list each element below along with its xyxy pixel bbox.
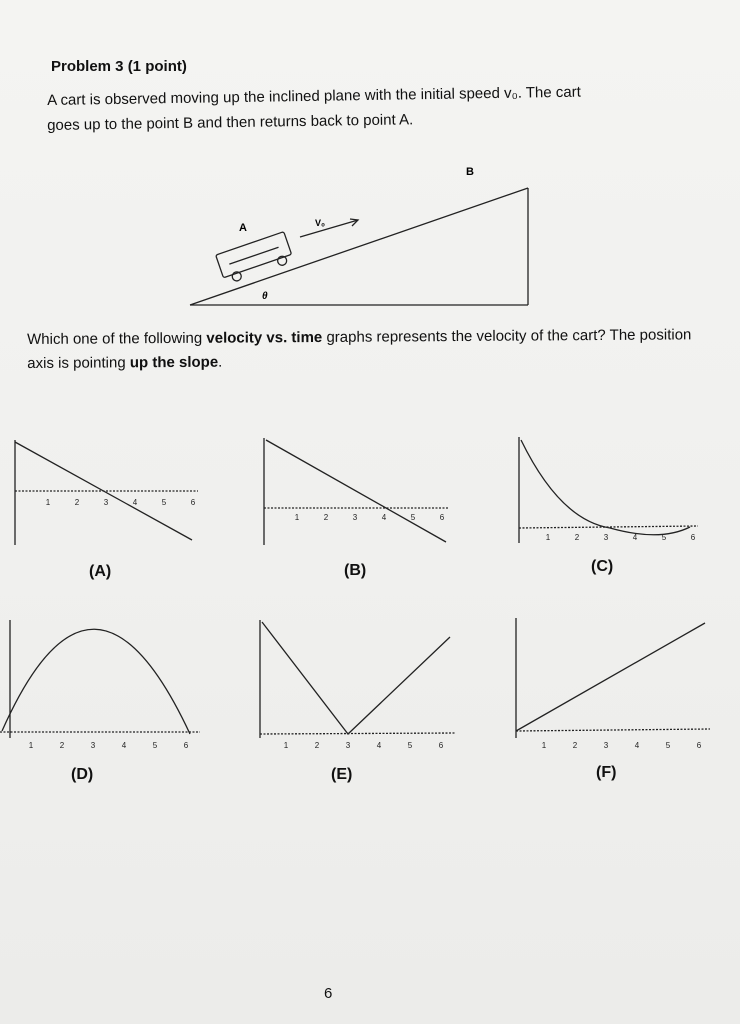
page-number: 6 — [324, 985, 333, 1002]
question-part3: . — [218, 353, 223, 371]
graph-f-tick-label: 6 — [696, 741, 702, 750]
graph-d-tick-label: 6 — [183, 741, 189, 750]
graph-b — [264, 438, 448, 545]
graph-f-tick-label: 5 — [665, 741, 671, 750]
graph-c-tick-label: 6 — [690, 533, 696, 542]
graph-f-label: (F) — [596, 764, 617, 781]
graph-e — [260, 620, 455, 738]
graph-b-tick-label: 4 — [381, 513, 387, 522]
question-bold1: velocity vs. time — [206, 328, 323, 347]
graph-f — [516, 618, 710, 738]
graph-f-tick-label: 3 — [603, 741, 609, 750]
graph-b-tick-label: 2 — [323, 513, 329, 522]
graph-f-x-axis — [516, 729, 710, 731]
graph-f-curve — [516, 623, 705, 731]
problem-title: Problem 3 (1 point) — [51, 58, 187, 75]
v0-label: V₀ — [315, 218, 326, 228]
graph-c-tick-label: 2 — [574, 533, 580, 542]
graph-c — [519, 437, 698, 543]
graph-a — [15, 440, 198, 545]
question-part1: Which one of the following — [27, 329, 207, 348]
graph-d-tick-label: 5 — [152, 741, 158, 750]
graph-e-tick-label: 2 — [314, 741, 320, 750]
graph-e-label: (E) — [331, 766, 353, 783]
question-bold2: up the slope — [129, 353, 219, 372]
graph-c-tick-label: 5 — [661, 533, 667, 542]
graph-b-tick-label: 6 — [439, 513, 445, 522]
graph-c-tick-label: 4 — [632, 533, 638, 542]
graph-e-tick-label: 5 — [407, 741, 413, 750]
graph-f-tick-label: 4 — [634, 741, 640, 750]
graph-f-tick-label: 2 — [572, 741, 578, 750]
graph-a-curve — [15, 442, 192, 540]
theta-label: θ — [262, 291, 268, 302]
graph-b-curve — [266, 440, 446, 542]
graph-b-tick-label: 3 — [352, 513, 358, 522]
graph-e-curve — [262, 622, 450, 734]
graph-a-tick-label: 5 — [161, 498, 167, 507]
graph-c-label: (C) — [591, 558, 614, 575]
graph-a-tick-label: 4 — [132, 498, 138, 507]
graph-a-tick-label: 3 — [103, 498, 109, 507]
point-b-label: B — [466, 166, 474, 178]
graph-d-tick-label: 4 — [121, 741, 127, 750]
graph-d — [0, 620, 200, 738]
graph-d-tick-label: 1 — [28, 741, 34, 750]
graph-d-tick-label: 2 — [59, 741, 65, 750]
graph-d-curve — [2, 629, 190, 734]
graph-a-label: (A) — [89, 563, 112, 580]
graph-b-tick-label: 1 — [294, 513, 300, 522]
graph-d-label: (D) — [71, 766, 94, 783]
problem-text-line1: A cart is observed moving up the inclined plane with the initial speed v₀. The cart — [47, 83, 581, 109]
graph-a-tick-label: 2 — [74, 498, 80, 507]
graph-c-tick-label: 1 — [545, 533, 551, 542]
graph-a-tick-label: 6 — [190, 498, 196, 507]
graph-a-tick-label: 1 — [45, 498, 51, 507]
graph-e-tick-label: 4 — [376, 741, 382, 750]
graph-e-tick-label: 1 — [283, 741, 289, 750]
question-part2: graphs represents the velocity of the cart? The position axis is pointing — [27, 326, 692, 372]
graph-c-curve — [521, 440, 690, 535]
graph-e-tick-label: 3 — [345, 741, 351, 750]
graph-b-tick-label: 5 — [410, 513, 416, 522]
graph-b-label: (B) — [344, 562, 367, 579]
point-a-label: A — [239, 222, 247, 234]
problem-text-line2: goes up to the point B and then returns back to point A. — [47, 111, 414, 134]
graph-d-tick-label: 3 — [90, 741, 96, 750]
graph-e-x-axis — [260, 733, 455, 734]
graph-e-tick-label: 6 — [438, 741, 444, 750]
graph-f-tick-label: 1 — [541, 741, 547, 750]
graph-c-tick-label: 3 — [603, 533, 609, 542]
